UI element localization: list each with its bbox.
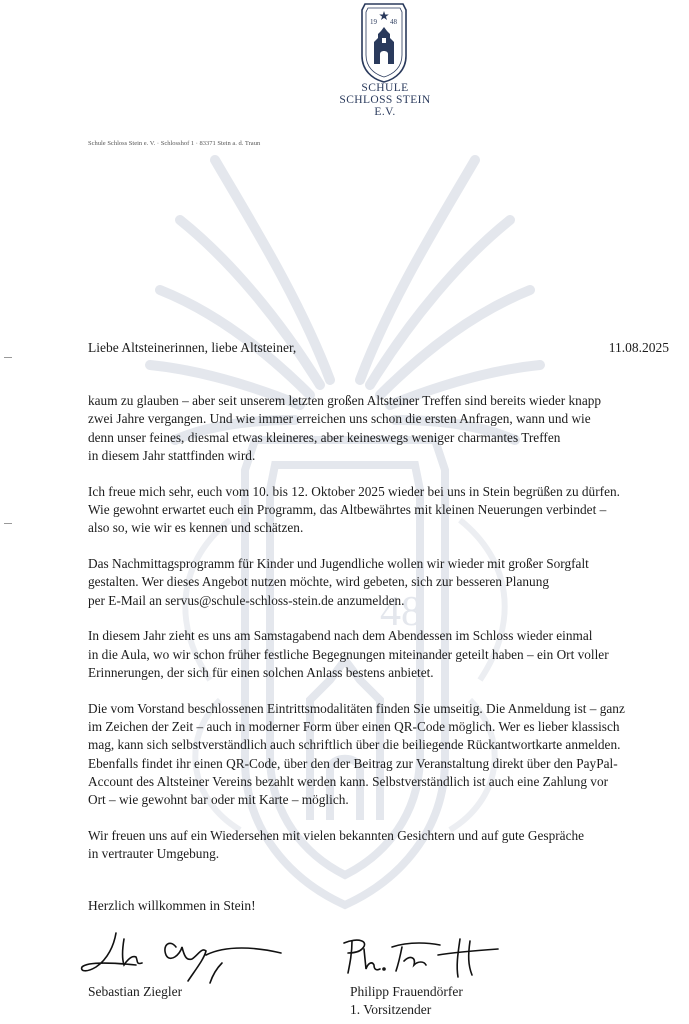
text-line: in die Aula, wo wir schon früher festliche Begegnungen miteinander geteilt haben – ein Ort voller [88, 646, 609, 662]
text-line: Die vom Vorstand beschlossenen Eintrittsmodalitäten finden Sie umseitig. Die Anmeldung ist – ganz [88, 700, 625, 716]
letter-date: 11.08.2025 [608, 340, 669, 355]
text-line: Wie gewohnt erwartet euch ein Programm, das Altbewährtes mit kleinen Neuerungen verbindet – [88, 501, 607, 517]
paragraph [88, 392, 673, 465]
paragraph [88, 483, 673, 538]
text-line: In diesem Jahr zieht es uns am Samstagabend nach dem Abendessen im Schloss wieder einmal [88, 628, 593, 644]
signature-right [340, 935, 500, 980]
fold-mark [4, 357, 12, 358]
signatory-right-role: 1. Vorsitzender [350, 1002, 432, 1017]
salutation: Liebe Altsteinerinnen, liebe Altsteiner, [88, 340, 297, 355]
text-line: in diesem Jahr stattfinden wird. [88, 447, 256, 463]
text-line: per E-Mail an servus@schule-schloss-stein.de anzumelden. [88, 592, 405, 608]
crest-year-right: 48 [390, 18, 397, 26]
org-line-1: SCHULE [361, 82, 409, 94]
paragraph [88, 555, 673, 610]
text-line: in vertrauter Umgebung. [88, 846, 220, 862]
text-line: Erinnerungen, der sich für einen solchen Anlass bestens anbietet. [88, 665, 434, 681]
paragraph [88, 700, 673, 810]
organization-name [300, 82, 470, 118]
text-line: im Zeichen der Zeit – auch in moderner Form über einen QR-Code möglich. Wer es lieber klassisch [88, 719, 620, 735]
text-line: Wir freuen uns auf ein Wiedersehen mit vielen bekannten Gesichtern und auf gute Gespräche [88, 828, 585, 844]
watermark-year: 48 [380, 589, 422, 635]
org-line-2: SCHLOSS STEIN [339, 94, 431, 106]
closing-line: Herzlich willkommen in Stein! [88, 898, 256, 913]
text-line: Account des Altsteiner Vereins bezahlt werden kann. Selbstverständlich ist auch eine Zahlung vor [88, 774, 609, 790]
org-line-3: E.V. [374, 106, 396, 118]
school-crest-icon [359, 2, 409, 84]
letter-body [88, 392, 673, 881]
text-line: gestalten. Wer dieses Angebot nutzen möchte, wird gebeten, sich zur besseren Planung [88, 574, 549, 590]
text-line: Ebenfalls findet ihr einen QR-Code, über den der Beitrag zur Veranstaltung direkt über den PayPal- [88, 755, 618, 771]
text-line: denn unser feines, diesmal etwas kleineres, aber keineswegs weniger charmantes Treffen [88, 429, 561, 445]
signatory-left-name: Sebastian Ziegler [88, 984, 183, 999]
text-line: kaum zu glauben – aber seit unserem letzten großen Altsteiner Treffen sind bereits wieder knapp [88, 393, 602, 408]
text-line: Ort – wie gewohnt bar oder mit Karte – möglich. [88, 792, 349, 808]
text-line: also so, wie wir es kennen und schätzen. [88, 520, 304, 536]
text-line: Das Nachmittagsprogramm für Kinder und Jugendliche wollen wir wieder mit großer Sorgfalt [88, 556, 589, 572]
sender-address-line: Schule Schloss Stein e. V. · Schlosshof 1 · 83371 Stein a. d. Traun [88, 140, 261, 147]
fold-mark [4, 523, 12, 524]
text-line: Ich freue mich sehr, euch vom 10. bis 12. Oktober 2025 wieder bei uns in Stein begrüßen zu dürfen. [88, 483, 620, 499]
text-line: zwei Jahre vergangen. Und wie immer erreichen uns schon die ersten Anfragen, wann und wie [88, 411, 591, 427]
signature-left [76, 925, 286, 985]
crest-year-left: 19 [370, 18, 377, 26]
text-line: mag, kann sich selbstverständlich auch schriftlich über die beiliegende Rückantwortkarte anmelden. [88, 737, 621, 753]
signatory-right-name: Philipp Frauendörfer [350, 984, 463, 999]
paragraph [88, 627, 673, 682]
paragraph [88, 827, 673, 864]
